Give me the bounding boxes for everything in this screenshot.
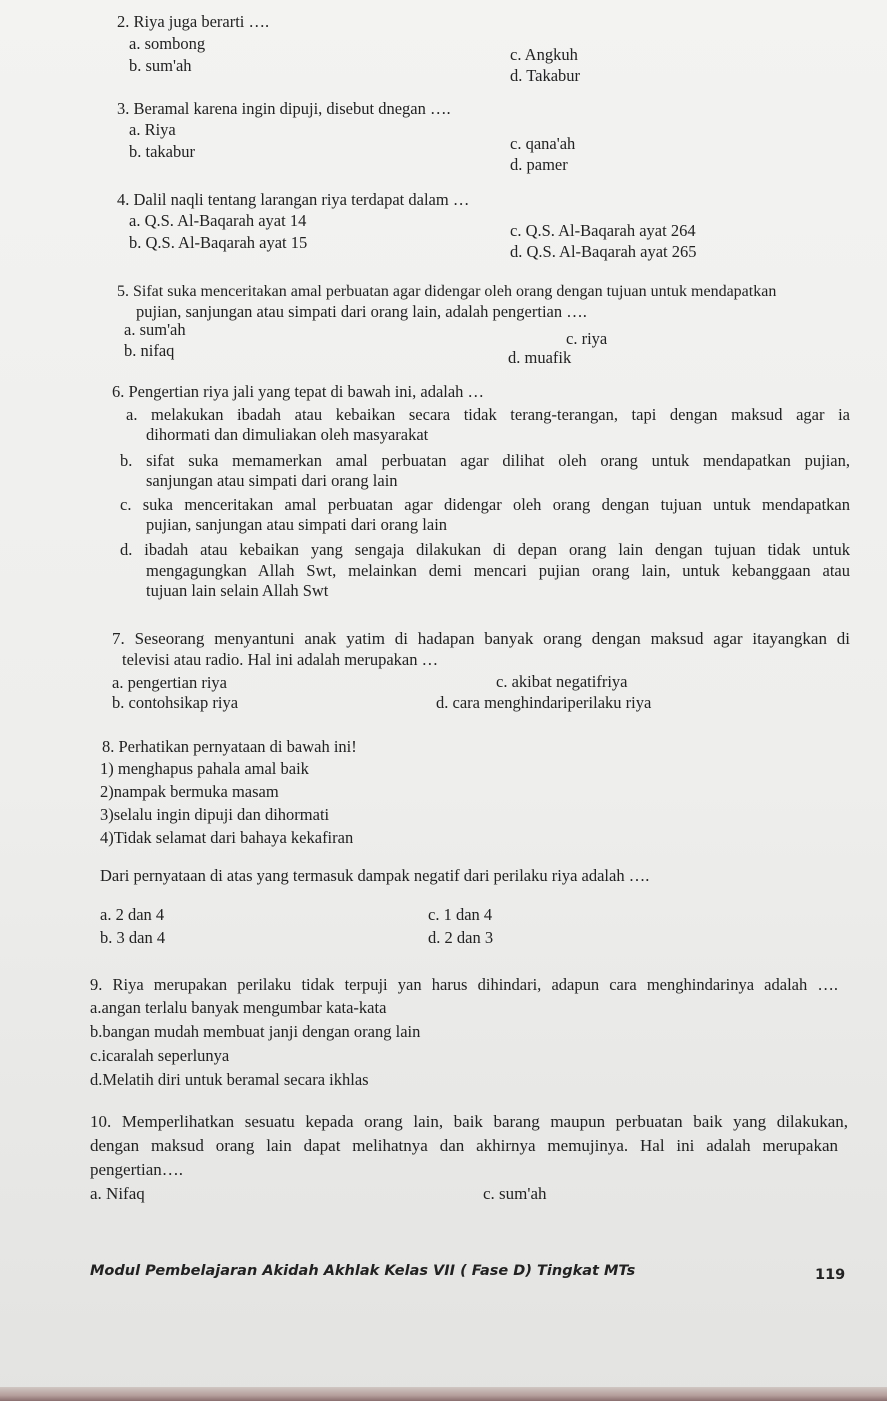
question-10-line-2: dengan maksud orang lain dapat melihatnya dan akhirnya memujinya. Hal ini adalah merupakan (90, 1136, 838, 1155)
q6-option-c-line-2: pujian, sanjungan atau simpati dari orang lain (146, 515, 448, 534)
q6-option-a-line-1: a. melakukan ibadah atau kebaikan secara tidak terang-terangan, tapi dengan maksud agar ia (126, 405, 850, 424)
q7-option-b: b. contohsikap riya (112, 693, 239, 712)
q6-option-b-line-1: b. sifat suka memamerkan amal perbuatan agar dilihat oleh orang untuk mendapatkan pujian, (120, 451, 850, 470)
question-6: 6. Pengertian riya jali yang tepat di bawah ini, adalah … (112, 382, 485, 401)
q8-option-d: d. 2 dan 3 (428, 928, 494, 947)
q5-option-a: a. sum'ah (124, 320, 186, 339)
q7-option-c: c. akibat negatifriya (496, 672, 628, 691)
q8-option-c: c. 1 dan 4 (428, 905, 493, 924)
question-5-line-2: pujian, sanjungan atau simpati dari orang lain, adalah pengertian …. (136, 302, 587, 321)
question-9: 9. Riya merupakan perilaku tidak terpuji yan harus dihindari, adapun cara menghindarinya adalah …. (90, 975, 838, 994)
q3-option-b: b. takabur (129, 142, 195, 161)
q4-option-d: d. Q.S. Al-Baqarah ayat 265 (510, 242, 697, 261)
q7-option-d: d. cara menghindariperilaku riya (436, 693, 652, 712)
q3-option-c: c. qana'ah (510, 134, 576, 153)
q7-option-a: a. pengertian riya (112, 673, 227, 692)
q5-option-c: c. riya (566, 329, 608, 348)
q6-option-d-line-2: mengagungkan Allah Swt, melainkan demi mencari pujian orang lain, untuk kebanggaan atau (146, 561, 850, 580)
q8-prompt: Dari pernyataan di atas yang termasuk dampak negatif dari perilaku riya adalah …. (100, 866, 650, 885)
q8-statement-2: 2)nampak bermuka masam (100, 782, 279, 801)
q8-statement-1: 1) menghapus pahala amal baik (100, 759, 309, 778)
page-number: 119 (815, 1267, 846, 1283)
q4-option-a: a. Q.S. Al-Baqarah ayat 14 (129, 211, 307, 230)
q2-option-c: c. Angkuh (510, 45, 578, 64)
q5-option-b: b. nifaq (124, 341, 175, 360)
question-7-line-1: 7. Seseorang menyantuni anak yatim di hadapan banyak orang dengan maksud agar itayangkan di (112, 629, 850, 648)
q10-option-c: c. sum'ah (483, 1184, 547, 1203)
q3-option-d: d. pamer (510, 155, 568, 174)
q6-option-d-line-1: d. ibadah atau kebaikan yang sengaja dilakukan di depan orang lain dengan tujuan tidak untuk (120, 540, 850, 559)
q8-statement-3: 3)selalu ingin dipuji dan dihormati (100, 805, 330, 824)
question-8: 8. Perhatikan pernyataan di bawah ini! (102, 737, 357, 756)
q6-option-a-line-2: dihormati dan dimuliakan oleh masyarakat (146, 425, 429, 444)
q5-option-d: d. muafik (508, 348, 572, 367)
q8-option-b: b. 3 dan 4 (100, 928, 166, 947)
q2-option-d: d. Takabur (510, 66, 581, 85)
page-bottom-edge (0, 1387, 887, 1401)
question-10-line-3: pengertian…. (90, 1160, 183, 1179)
q3-option-a: a. Riya (129, 120, 176, 139)
footer-module-title: Modul Pembelajaran Akidah Akhlak Kelas VII ( Fase D) Tingkat MTs (90, 1263, 636, 1279)
question-4: 4. Dalil naqli tentang larangan riya terdapat dalam … (117, 190, 470, 209)
q4-option-b: b. Q.S. Al-Baqarah ayat 15 (129, 233, 308, 252)
q9-option-c: c.icaralah seperlunya (90, 1046, 230, 1065)
question-10-line-1: 10. Memperlihatkan sesuatu kepada orang lain, baik barang maupun perbuatan baik yang dilakukan, (90, 1112, 848, 1131)
question-7-line-2: televisi atau radio. Hal ini adalah merupakan … (122, 650, 439, 669)
question-5-line-1: 5. Sifat suka menceritakan amal perbuatan agar didengar oleh orang dengan tujuan untuk mendapatkan (117, 283, 777, 300)
q6-option-b-line-2: sanjungan atau simpati dari orang lain (146, 471, 398, 490)
q4-option-c: c. Q.S. Al-Baqarah ayat 264 (510, 221, 696, 240)
q9-option-b: b.bangan mudah membuat janji dengan orang lain (90, 1022, 421, 1041)
q2-option-a: a. sombong (129, 34, 206, 53)
question-2: 2. Riya juga berarti …. (117, 12, 270, 31)
q6-option-c-line-1: c. suka menceritakan amal perbuatan agar didengar oleh orang dengan tujuan untuk mendapatkan (120, 495, 850, 514)
q8-option-a: a. 2 dan 4 (100, 905, 165, 924)
q9-option-d: d.Melatih diri untuk beramal secara ikhlas (90, 1070, 369, 1089)
q10-option-a: a. Nifaq (90, 1184, 145, 1203)
q9-option-a: a.angan terlalu banyak mengumbar kata-kata (90, 998, 387, 1017)
question-3: 3. Beramal karena ingin dipuji, disebut dnegan …. (117, 99, 451, 118)
q2-option-b: b. sum'ah (129, 56, 192, 75)
q6-option-d-line-3: tujuan lain selain Allah Swt (146, 581, 329, 600)
q8-statement-4: 4)Tidak selamat dari bahaya kekafiran (100, 828, 354, 847)
